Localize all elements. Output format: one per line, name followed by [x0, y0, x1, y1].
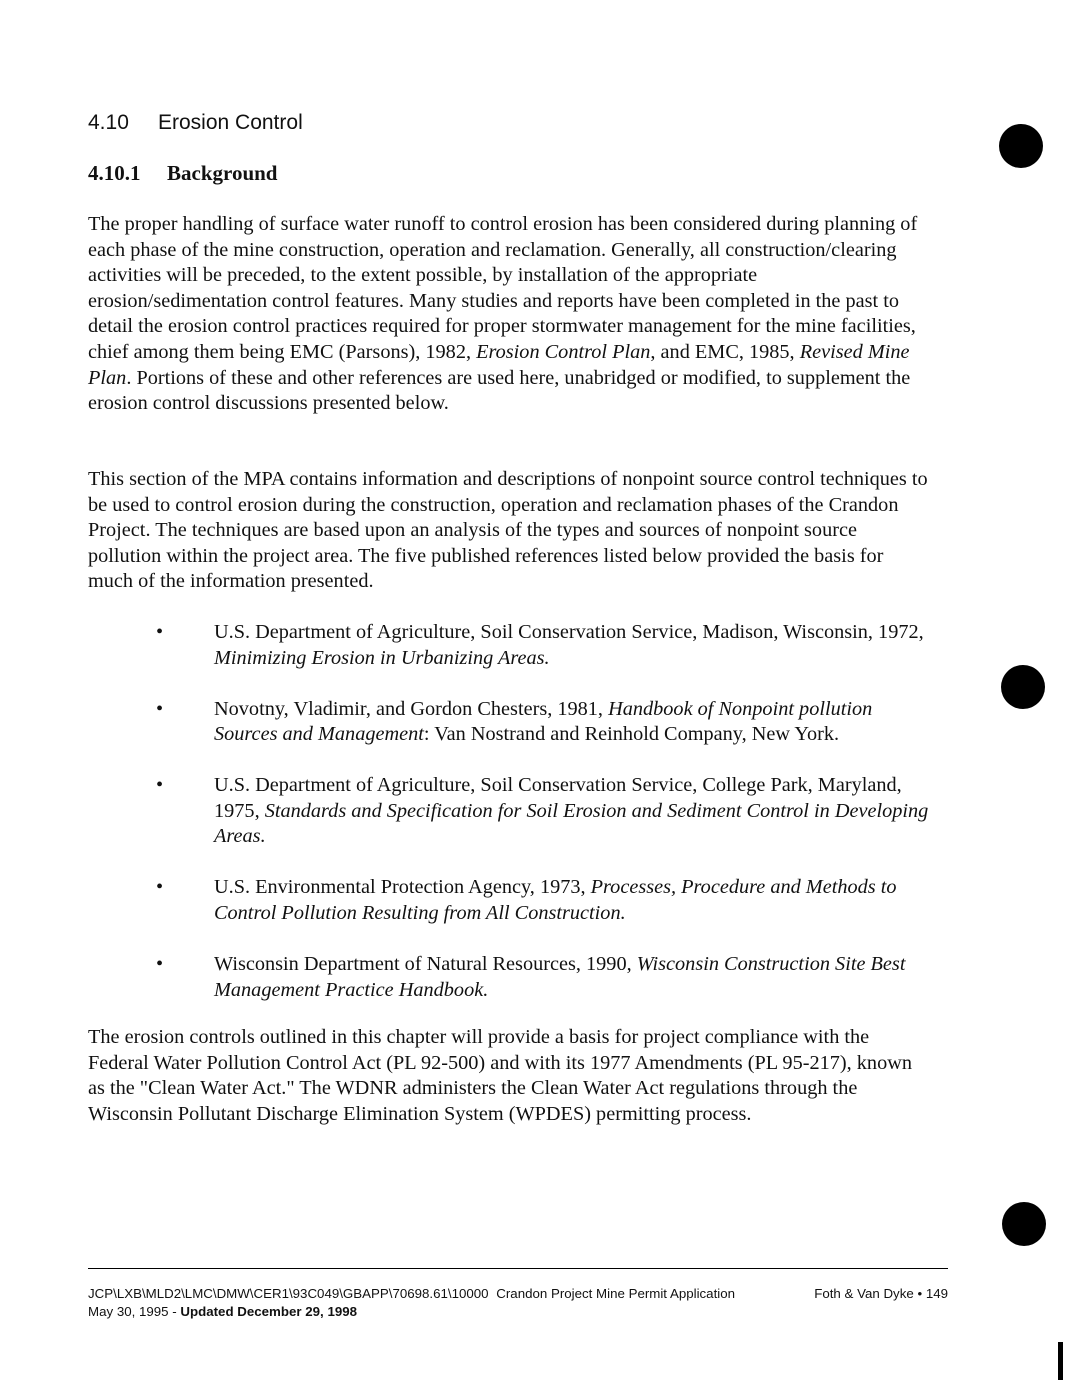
bullet-icon: •: [156, 774, 164, 797]
background-paragraph: [88, 212, 928, 417]
section-heading: [88, 111, 303, 135]
footer-divider: [88, 1268, 948, 1269]
reference-text: U.S. Department of Agriculture, Soil Conservation Service, College Park, Maryland, 1975,: [214, 774, 902, 822]
page-number: 149: [925, 1286, 948, 1301]
paragraph-text: . Portions of these and other references are used here, unabridged or modified, to supplement the erosion control discussions presented below.: [88, 366, 911, 415]
reference-tail: : Van Nostrand and Reinhold Company, New York.: [423, 723, 840, 746]
reference-item: [150, 697, 930, 748]
footer-right: [814, 1285, 948, 1303]
reference-item: [150, 773, 930, 850]
section-number: 4.10: [88, 111, 129, 134]
reference-title: Wisconsin Construction Site Best Management Practice Handbook.: [214, 952, 906, 1001]
binder-hole-icon: [999, 124, 1043, 168]
reference-item: [150, 952, 930, 1003]
subsection-heading: [88, 161, 278, 186]
reference-title: Minimizing Erosion in Urbanizing Areas.: [214, 646, 550, 669]
binder-hole-icon: [1001, 665, 1045, 709]
binder-hole-icon: [1002, 1202, 1046, 1246]
bullet-icon: •: [156, 876, 164, 899]
reference-text: Novotny, Vladimir, and Gordon Chesters, 1981,: [214, 697, 609, 720]
separator-dot: •: [917, 1286, 923, 1301]
file-path: JCP\LXB\MLD2\LMC\DMW\CER1\93C049\GBAPP\70698.61\10000: [88, 1286, 489, 1301]
bullet-icon: •: [156, 952, 164, 975]
project-name: Crandon Project Mine Permit Application: [496, 1286, 736, 1301]
reference-title: Processes, Procedure and Methods to Control Pollution Resulting from All Construction.: [214, 876, 897, 924]
paragraph-text: , and EMC, 1985,: [650, 340, 800, 363]
original-date: May 30, 1995 -: [88, 1304, 181, 1319]
bullet-icon: •: [156, 621, 164, 643]
section-title: Erosion Control: [158, 111, 303, 134]
reference-item: [150, 875, 930, 926]
reference-text: Wisconsin Department of Natural Resources, 1990,: [214, 952, 637, 975]
citation-title: Revised Mine Plan: [88, 340, 910, 389]
bullet-icon: •: [156, 697, 164, 720]
reference-title: Handbook of Nonpoint pollution Sources and Management: [214, 697, 873, 746]
scope-paragraph: This section of the MPA contains information and descriptions of nonpoint source control techniques to be used to control erosion during the construction, operation and reclamation phases of the Crandon Project. The techniques are based upon an analysis of the types and sources of nonpoint source pollution within the project area. The five published references listed below provided the basis for much of the information presented.: [88, 468, 928, 593]
page-footer: [88, 1285, 948, 1321]
reference-title: Standards and Specification for Soil Erosion and Sediment Control in Developing Areas.: [214, 799, 929, 848]
footer-line-2: [88, 1303, 948, 1321]
reference-item: [150, 620, 930, 671]
scan-edge-mark: [1058, 1342, 1063, 1380]
subsection-number: 4.10.1: [88, 161, 141, 185]
compliance-paragraph: The erosion controls outlined in this chapter will provide a basis for project compliance with the Federal Water Pollution Control Act (PL 92-500) and with its 1977 Amendments (PL 95-217), known as the "Clean Water Act." The WDNR administers the Clean Water Act regulations through the Wisconsin Pollutant Discharge Elimination System (WPDES) permitting process.: [88, 1026, 912, 1125]
paragraph-text: The proper handling of surface water runoff to control erosion has been considered during planning of each phase of the mine construction, operation and reclamation. Generally, all construction/clearing activities will be preceded, to the extent possible, by installation of the appropriate erosion/sedimentation control features. Many studies and reports have been completed in the past to detail the erosion control practices required for proper stormwater management for the mine facilities, chief among them being EMC (Parsons), 1982,: [88, 213, 918, 363]
company-name: Foth & Van Dyke: [814, 1286, 914, 1301]
citation-title: Erosion Control Plan: [476, 340, 651, 363]
subsection-title: Background: [167, 161, 278, 185]
reference-text: U.S. Environmental Protection Agency, 1973,: [214, 876, 591, 899]
reference-list: [150, 620, 930, 1028]
reference-text: U.S. Department of Agriculture, Soil Conservation Service, Madison, Wisconsin, 1972,: [214, 621, 924, 643]
updated-date: Updated December 29, 1998: [180, 1304, 358, 1319]
